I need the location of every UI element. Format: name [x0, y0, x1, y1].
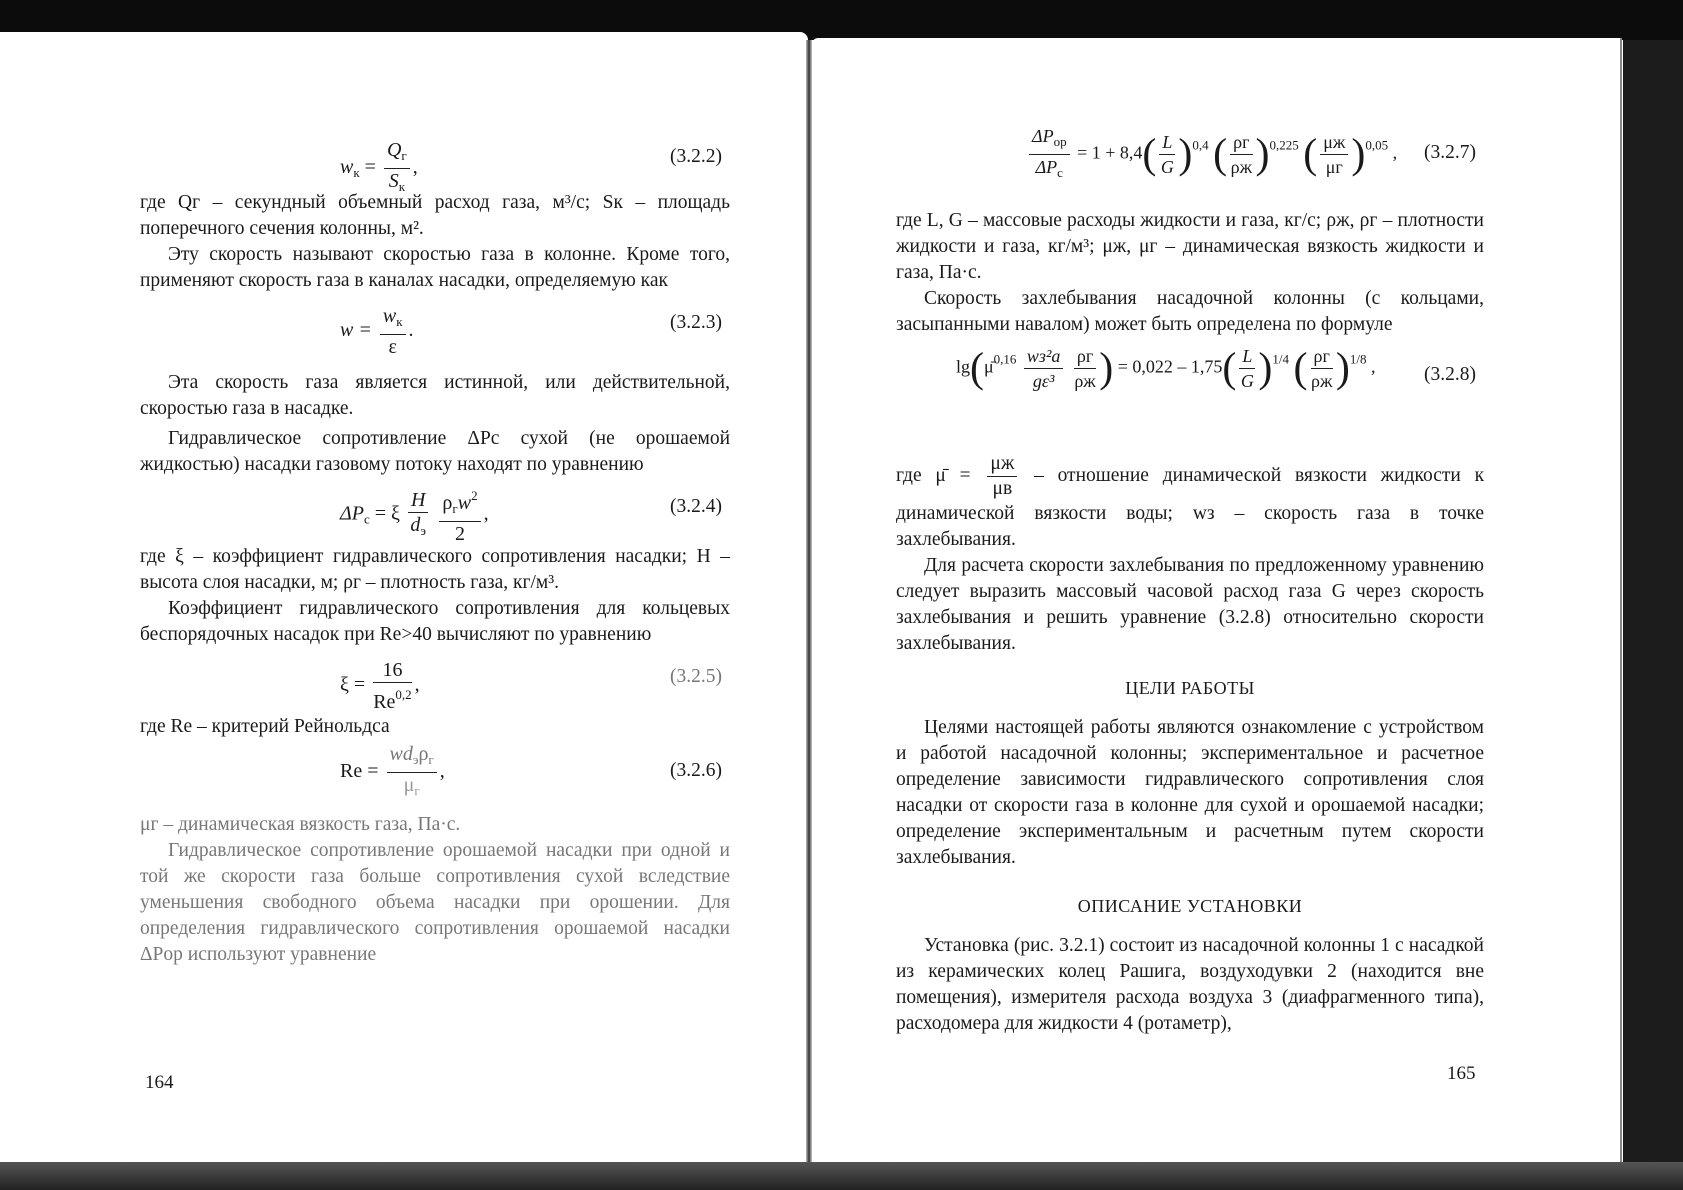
eq-numerator: ρг	[1230, 130, 1252, 155]
eq-tail: ,	[483, 502, 489, 525]
page-number: 165	[1447, 1063, 1476, 1084]
eq-numerator: ΔP	[1032, 126, 1054, 146]
eq-denominator: μг	[1325, 157, 1343, 177]
eq-fraction	[1320, 130, 1348, 179]
eq-rhs: = 1 + 8,4	[1077, 142, 1143, 163]
eq-subscript: к	[398, 179, 406, 194]
paragraph-prefix: где	[896, 464, 922, 486]
eq-subscript: ор	[1053, 134, 1067, 149]
eq-denominator: μ	[403, 774, 415, 796]
eq-superscript: 0,2	[395, 687, 412, 702]
eq-tail: .	[408, 319, 414, 342]
eq-numerator-tail: w	[457, 492, 472, 514]
eq-fraction	[1024, 344, 1063, 393]
eq-subscript: г	[428, 752, 434, 767]
eq-fraction	[1239, 344, 1255, 393]
equation-3-2-7: $\frac{\Delta P_{ор}}{\Delta P_с}$ = 1 + 8,4( $\frac{L}{G}$ )$^{0,4}$ ( $\frac{\rho г}{\rho ж}$ )$^{0,225}$ ( $\frac{\mu ж}{\mu г}$ )$^{0,05}$ , (3.2.7)	[896, 120, 1484, 200]
eq-superscript: 1/8	[1349, 351, 1367, 367]
page-number: 164	[145, 1072, 174, 1093]
eq-fraction	[1074, 344, 1096, 393]
paragraph: Целями настоящей работы являются ознакомление с устройством и работой насадочной колонны; экспериментальное и расчетное определение зависимости гидравлического сопротивления слоя насадки от скорости газа в колонне для сухой и орошаемой насадки; определение экспериментальным и расчетным путем скорости захлебывания.	[896, 717, 1484, 868]
paragraph-faded: Гидравлическое сопротивление орошаемой насадки при одной и той же скорости газа больше сопротивления сухой вследствие уменьшения свободного объема насадки при орошении. Для определения гидравлического сопротивления орошаемой насадки ΔPор используют уравнение	[140, 840, 730, 965]
eq-subscript: с	[363, 511, 370, 527]
eq-tail: ,	[412, 156, 418, 179]
eq-fraction	[987, 452, 1017, 501]
eq-superscript: 0,4	[1192, 137, 1209, 153]
eq-fraction	[408, 488, 428, 543]
eq-numerator: ρг	[1311, 344, 1333, 369]
equation-3-2-8: lg(μ̄$^{0,16}$ $\frac{\text{wз²a}}{\text{gε³}}$ $\frac{\rho г}{\rho ж}$ ) = 0,022 – 1,75( $\frac{L}{G}$ )$^{1/4}$ ( $\frac{\rho г}{\rho ж}$ )$^{1/8}$ , (3.2.8)	[956, 345, 1476, 392]
paragraph: где L, G – массовые расходы жидкости и газа, кг/с; ρж, ρг – плотности жидкости и газа, кг/м³; μж, μг – динамическая вязкость жидкости и газа, Па·с.	[896, 210, 1484, 283]
paragraph: μг – динамическая вязкость газа, Па·с.	[140, 814, 461, 835]
paragraph: Эта скорость газа является истинной, или действительной, скоростью газа в насадке.	[140, 372, 730, 419]
section-heading: ОПИСАНИЕ УСТАНОВКИ	[1077, 896, 1303, 916]
eq-denominator: μв	[992, 478, 1013, 499]
eq-denominator: G	[1240, 371, 1254, 391]
eq-numerator: wd	[389, 743, 413, 765]
paragraph: Эту скорость называют скоростью газа в колонне. Кроме того, применяют скорость газа в каналах насадки, определяемую как	[140, 244, 730, 291]
eq-numerator: w	[382, 305, 397, 327]
eq-numerator: 16	[373, 658, 411, 683]
eq-denominator: ΔP	[1035, 157, 1058, 177]
eq-fraction	[1029, 124, 1070, 185]
book-spine	[806, 40, 812, 1165]
eq-denominator: ε	[388, 336, 397, 358]
paragraph: где Re – критерий Рейнольдса	[140, 716, 390, 737]
equation-3-2-2: $w_к$ = $\frac{Q_г}{S_к}$ , (3.2.2)	[140, 128, 730, 190]
eq-numerator: μж	[1320, 130, 1348, 155]
eq-superscript: 0,16	[993, 351, 1017, 367]
eq-subscript: э	[412, 752, 419, 767]
eq-tail: ,	[414, 673, 420, 696]
eq-superscript: 0,225	[1269, 137, 1299, 153]
eq-fraction	[380, 304, 406, 359]
eq-numerator: L	[1159, 130, 1175, 155]
eq-numerator: ρг	[1074, 344, 1096, 369]
section-heading: ЦЕЛИ РАБОТЫ	[1125, 678, 1255, 698]
eq-fraction	[373, 658, 411, 714]
equation-3-2-5	[140, 648, 730, 714]
scan-border-bottom	[0, 1162, 1683, 1190]
eq-subscript: к	[353, 165, 360, 181]
paragraph: где Qг – секундный объемный расход газа, м³/с; Sк – площадь поперечного сечения колонны, м².	[140, 192, 730, 239]
paragraph-mu-definition	[896, 452, 1484, 553]
paragraph: Гидравлическое сопротивление ΔPс сухой (не орошаемой жидкостью) насадки газовому потоку находят по уравнению	[140, 428, 730, 475]
eq-fraction	[387, 742, 437, 803]
right-page-text	[896, 120, 1484, 1037]
eq-numerator: Q	[386, 139, 402, 161]
equation-number: (3.2.8)	[1424, 364, 1476, 385]
paragraph: Скорость захлебывания насадочной колонны (с кольцами, засыпанными навалом) может быть определена по формуле	[896, 288, 1484, 335]
equation-3-2-6	[140, 740, 730, 812]
eq-symbol: ξ =	[340, 673, 366, 696]
equation-number: (3.2.4)	[670, 496, 722, 517]
eq-denominator: ρж	[1230, 157, 1253, 177]
equation-number: (3.2.7)	[1424, 142, 1476, 163]
eq-numerator: H	[408, 488, 428, 513]
eq-superscript: 0,05	[1365, 137, 1389, 153]
eq-tail: ,	[439, 760, 445, 783]
eq-denominator: d	[410, 513, 421, 536]
eq-fraction	[1159, 130, 1175, 179]
eq-numerator: ρ	[442, 492, 453, 514]
equation-3-2-3	[140, 294, 730, 364]
paragraph: где ξ – коэффициент гидравлического сопротивления насадки; H – высота слоя насадки, м; ρг – плотность газа, кг/м³.	[140, 546, 730, 593]
eq-subscript: г	[401, 148, 407, 163]
paragraph: Установка (рис. 3.2.1) состоит из насадочной колонны 1 с насадкой из керамических колец Рашига, воздуходувки 2 (находится вне помещения), измерителя расхода воздуха 3 (диафрагменного типа), расходомера для жидкости 4 (ротаметр),	[896, 935, 1484, 1034]
eq-superscript: 2	[471, 488, 478, 503]
eq-subscript: с	[1057, 165, 1063, 180]
eq-coefficient: = ξ	[374, 502, 400, 525]
eq-rhs: = 0,022 – 1,75	[1117, 356, 1223, 377]
eq-denominator: ρж	[1311, 371, 1333, 391]
eq-tail: ,	[1371, 356, 1376, 377]
equation-number: (3.2.2)	[670, 146, 722, 167]
eq-numerator: L	[1239, 344, 1255, 369]
eq-symbol: w =	[340, 319, 372, 342]
paragraph: Коэффициент гидравлического сопротивления для кольцевых беспорядочных насадок при Re>40 вычисляют по уравнению	[140, 598, 730, 645]
eq-fraction	[1311, 344, 1333, 393]
eq-symbol: Re =	[340, 760, 379, 783]
eq-subscript: э	[420, 522, 426, 538]
eq-fraction	[439, 484, 480, 546]
eq-fraction	[384, 138, 410, 199]
eq-denominator: Re	[373, 691, 396, 713]
eq-subscript: г	[414, 783, 420, 798]
paragraph: Для расчета скорости захлебывания по предложенному уравнению следует выразить массовый часовой расход газа G через скорость захлебывания и решить уравнение (3.2.8) относительно скорости захлебывания.	[896, 555, 1484, 654]
eq-symbol: w	[340, 156, 354, 179]
eq-superscript: 1/4	[1272, 351, 1290, 367]
eq-numerator-tail: ρ	[418, 743, 429, 765]
eq-tail: ,	[1392, 142, 1398, 163]
eq-numerator: wз²a	[1024, 344, 1063, 369]
eq-denominator: gε³	[1032, 371, 1055, 391]
scan-border-right	[1623, 40, 1683, 1190]
eq-symbol: μ̄ =	[935, 464, 971, 486]
equation-number: (3.2.3)	[670, 312, 722, 333]
equation-number: (3.2.5)	[670, 666, 722, 687]
eq-subscript: г	[452, 501, 458, 516]
left-page-text	[140, 128, 730, 968]
paragraph-text: – отношение динамической вязкости жидкости к динамической вязкости воды; wз – скорость газа в точке захлебывания.	[896, 464, 1485, 550]
eq-subscript: к	[396, 314, 403, 329]
equation-number: (3.2.6)	[670, 760, 722, 781]
eq-fraction	[1230, 130, 1252, 179]
eq-denominator: G	[1160, 157, 1174, 177]
eq-denominator: ρж	[1074, 371, 1096, 391]
eq-log: lg	[956, 356, 971, 377]
eq-denominator: 2	[454, 523, 465, 545]
eq-numerator: μж	[987, 452, 1017, 477]
equation-3-2-4	[140, 478, 730, 544]
eq-symbol: μ̄	[984, 356, 994, 377]
eq-symbol: ΔP	[340, 502, 364, 525]
eq-denominator: S	[388, 170, 399, 192]
